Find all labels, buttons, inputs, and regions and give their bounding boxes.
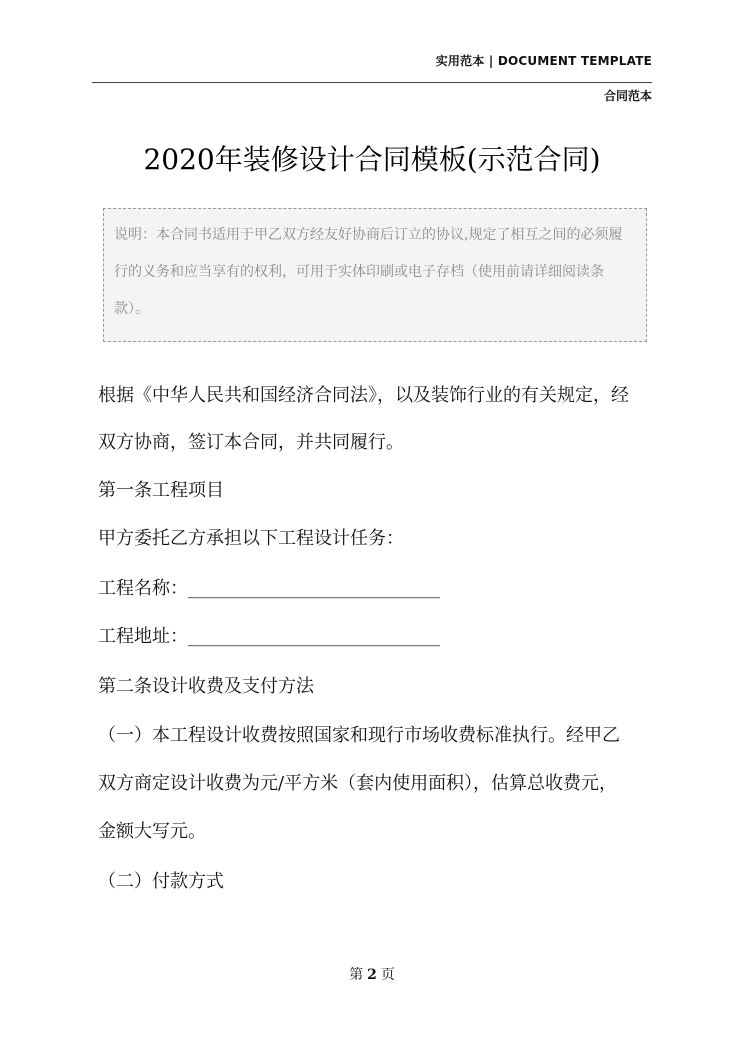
intro-line-2: 双方协商，签订本合同，并共同履行。 xyxy=(98,432,404,453)
fee-line-2: 双方商定设计收费为元/平方米（套内使用面积），估算总收费元， xyxy=(98,773,618,794)
header-template-label: 实用范本 | DOCUMENT TEMPLATE xyxy=(435,54,652,68)
page-prefix: 第 xyxy=(349,967,364,983)
header-category-label: 合同范本 xyxy=(603,89,652,103)
header-divider xyxy=(92,82,652,83)
page-suffix: 页 xyxy=(380,967,395,983)
page-number: 2 xyxy=(367,967,377,983)
payment-heading: （二）付款方式 xyxy=(98,871,224,892)
fee-line-3: 金额大写元。 xyxy=(98,821,206,842)
task-line: 甲方委托乙方承担以下工程设计任务： xyxy=(98,528,404,549)
article-1-heading: 第一条工程项目 xyxy=(98,480,224,501)
intro-line-1: 根据《中华人民共和国经济合同法》，以及装饰行业的有关规定，经 xyxy=(98,385,629,406)
document-title: 2020年装修设计合同模板(示范合同) xyxy=(143,143,601,176)
project-name-field: 工程名称：____________________________ xyxy=(98,578,440,599)
fee-line-1: （一）本工程设计收费按照国家和现行市场收费标准执行。经甲乙 xyxy=(98,725,620,746)
notice-box: 说明：本合同书适用于甲乙双方经友好协商后订立的协议,规定了相互之间的必须履行的义务和应当享有的权利，可用于实体印刷或电子存档（使用前请详细阅读条款）。 xyxy=(103,208,647,342)
article-2-heading: 第二条设计收费及支付方法 xyxy=(98,676,314,697)
page-footer xyxy=(0,964,744,984)
project-address-field: 工程地址：____________________________ xyxy=(98,626,440,647)
